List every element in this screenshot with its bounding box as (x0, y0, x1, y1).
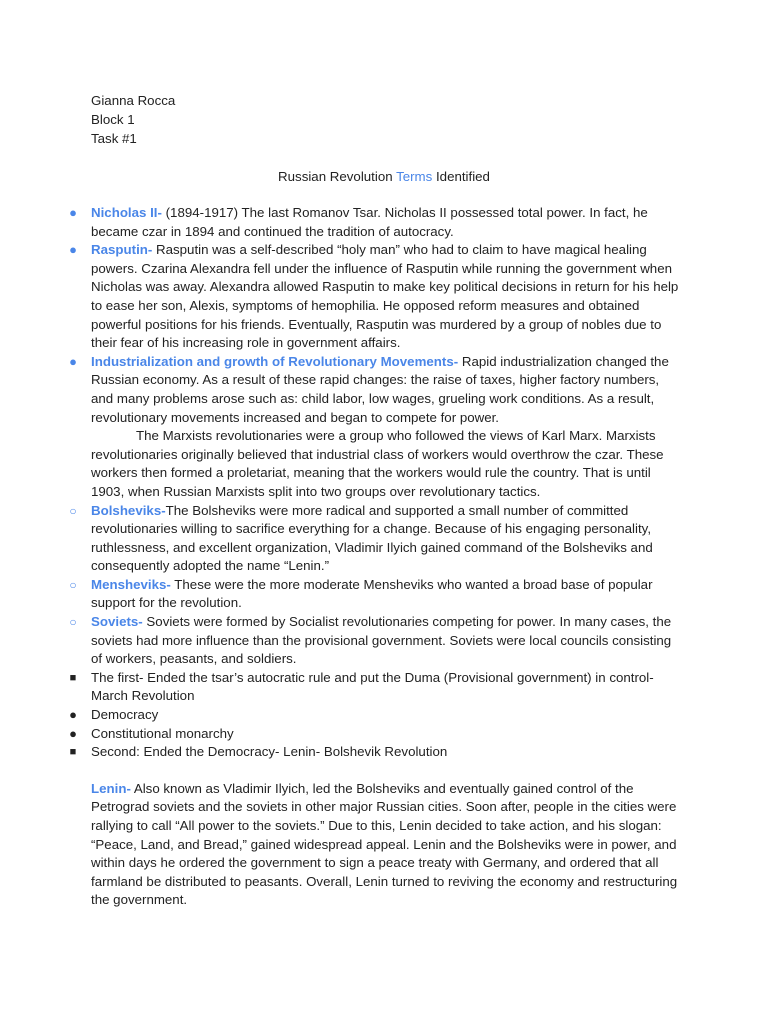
author-name: Gianna Rocca (91, 93, 176, 108)
definition-bolsheviks: The Bolsheviks were more radical and supported a small number of committed revolutionaries willing to sacrifice everything for a change. Because of his engaging personality, ruthlessness, and excellent organization, Vladimir Ilyich gained command of the Bolsheviks and consequently adopted the name “Lenin.” (91, 502, 653, 574)
list-item-rasputin (0, 241, 768, 353)
hollow-circle-bullet-icon: ○ (69, 577, 77, 592)
list-item-bolsheviks (0, 502, 768, 576)
term-soviets: Soviets- (91, 614, 143, 630)
term-mensheviks: Mensheviks- (91, 576, 171, 592)
block-label: Block 1 (91, 112, 135, 127)
list-item-industrialization (0, 353, 768, 427)
definition-mensheviks: These were the more moderate Mensheviks who wanted a broad base of popular support for the revolution. (91, 576, 653, 611)
definition-nicholas: (1894-1917) The last Romanov Tsar. Nicholas II possessed total power. In fact, he became czar in 1894 and continued the tradition of autocracy. (91, 205, 648, 239)
definition-soviets: Soviets were formed by Socialist revolutionaries competing for power. In many cases, the soviets had more influence than the provisional government. Soviets were local councils consisting of workers, peasants, and soldiers. (91, 614, 672, 667)
list-item-democracy (0, 706, 768, 725)
filled-dot-bullet-icon: ● (69, 353, 77, 369)
square-bullet-icon: ■ (69, 746, 77, 759)
term-lenin: Lenin- (91, 780, 131, 796)
definition-rasputin: Rasputin was a self-described “holy man” who had to claim to have magical healing powers. Czarina Alexandra fell under the influence of Rasputin while running the government when Nicholas was away. Alexandra allowed Rasputin to make key political decisions in return for his help to ease her son, Alexis, symptoms of hemophilia. He opposed reform measures and obtained powerful positions for his friends. Eventually, Rasputin was murdered by a group of nobles due to their fear of his increasing role in government affairs. (91, 242, 679, 351)
term-rasputin: Rasputin- (91, 242, 153, 258)
title-accent-word: Terms (396, 169, 433, 184)
blank-line (0, 762, 768, 780)
list-item-first-revolution (0, 669, 768, 706)
hollow-circle-bullet-icon: ○ (69, 503, 77, 518)
title-suffix: Identified (432, 169, 490, 184)
document-body (0, 204, 768, 910)
democracy-text: Democracy (91, 707, 159, 723)
hollow-circle-bullet-icon: ○ (69, 615, 77, 630)
list-item-nicholas (0, 204, 768, 241)
paragraph-marxists: The Marxists revolutionaries were a group who followed the views of Karl Marx. Marxists revolutionaries originally believed that industrial class of workers would overthrow the czar. These workers then formed a proletariat, meaning that the workers would rule the country. That is until 1903, when Russian Marxists split into two groups over revolutionary tactics. (91, 428, 664, 499)
list-item-soviets (0, 613, 768, 669)
filled-dot-bullet-icon: ● (69, 707, 77, 723)
definition-industrialization: Rapid industrialization changed the Russian economy. As a result of these rapid changes: the raise of taxes, higher factory numbers, and many problems arose such as: child labor, low wages, grueling work conditions. As a result, revolutionary movements increased and began to compete for power. (91, 353, 669, 425)
term-industrialization: Industrialization and growth of Revolutionary Movements- (91, 353, 459, 369)
document-title (0, 167, 768, 186)
document-header (91, 91, 175, 148)
first-revolution-text: The first- Ended the tsar’s autocratic rule and put the Duma (Provisional government) in control- March Revolution (91, 669, 654, 704)
list-item-second-revolution (0, 743, 768, 762)
list-item-constitutional-monarchy (0, 725, 768, 744)
term-bolsheviks: Bolsheviks- (91, 502, 166, 518)
constitutional-monarchy-text: Constitutional monarchy (91, 725, 234, 741)
square-bullet-icon: ■ (69, 671, 77, 684)
list-item-mensheviks (0, 576, 768, 613)
paragraph-lenin (0, 780, 768, 910)
filled-dot-bullet-icon: ● (69, 242, 77, 258)
filled-dot-bullet-icon: ● (69, 205, 77, 220)
filled-dot-bullet-icon: ● (69, 725, 77, 741)
definition-lenin: Also known as Vladimir Ilyich, led the Bolsheviks and eventually gained control of the Petrograd soviets and the soviets in other major Russian cities. Soon after, people in the cities were rallying to call “All power to the soviets.” Due to this, Lenin decided to take action, and his slogan: “Peace, Land, and Bread,” gained widespread appeal. Lenin and the Bolsheviks were in power, and within days he ordered the government to sign a peace treaty with Germany, and ordered that all farmland be distributed to peasants. Overall, Lenin turned to reviving the economy and restructuring the government. (91, 780, 678, 908)
term-nicholas: Nicholas II- (91, 205, 162, 220)
second-revolution-text: Second: Ended the Democracy- Lenin- Bolshevik Revolution (91, 744, 448, 760)
title-prefix: Russian Revolution (278, 169, 397, 184)
task-label: Task #1 (91, 131, 137, 146)
